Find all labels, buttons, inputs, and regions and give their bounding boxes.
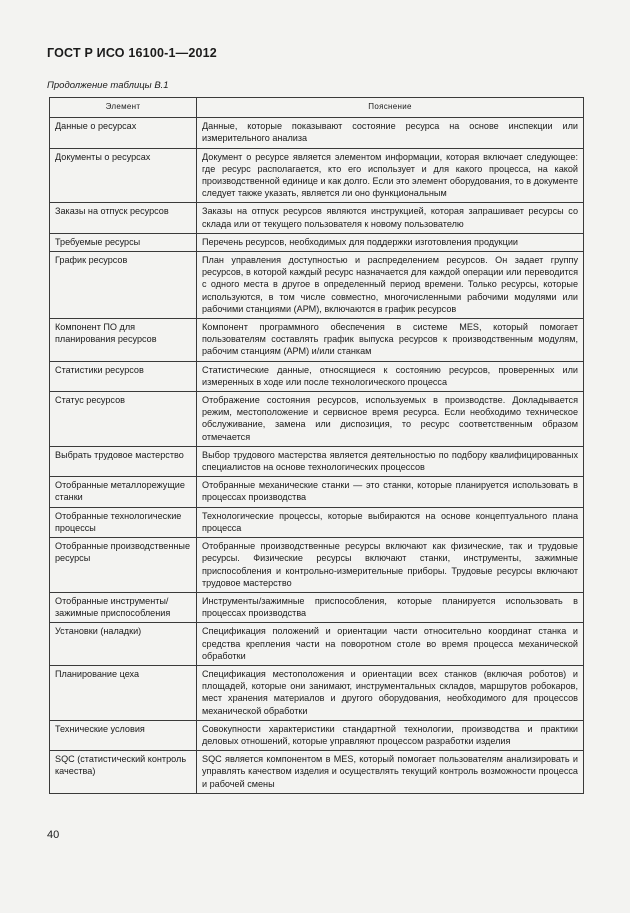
element-cell: Данные о ресурсах xyxy=(50,118,197,148)
table-row xyxy=(50,751,584,794)
element-cell: График ресурсов xyxy=(50,252,197,319)
description-cell: Документ о ресурсе является элементом информации, которая включает следующее: где ресурс располагается, кто его использует и для какого процесса, на какой производственной единице и как долго. Если это элемент оборудования, то в документе следует также указать, является ли оно функциональным xyxy=(197,148,584,203)
definitions-table xyxy=(49,97,584,794)
table-row xyxy=(50,665,584,720)
description-cell: Выбор трудового мастерства является деятельностью по подбору квалифицированных специалистов на основе технологических процессов xyxy=(197,446,584,476)
description-cell: План управления доступностью и распределением ресурсов. Он задает группу ресурсов, в которой каждый ресурс назначается для каждой операции или переводится с одного места в другое в определенный период времени. Только ресурсы, которые используются, в том числе совместно, многочисленными рабочими модулями или рабочими станциями (АРМ), включаются в график ресурсов xyxy=(197,252,584,319)
element-cell: Технические условия xyxy=(50,720,197,750)
description-cell: Перечень ресурсов, необходимых для поддержки изготовления продукции xyxy=(197,233,584,251)
element-cell: Компонент ПО для планирования ресурсов xyxy=(50,319,197,362)
description-cell: Отобранные производственные ресурсы включают как физические, так и трудовые ресурсы. Физические ресурсы включают станки, инструменты, зажимные приспособления и контрольно-измерительные приборы. Трудовые ресурсы включают трудовое мастерство xyxy=(197,538,584,593)
description-cell: Технологические процессы, которые выбираются на основе концептуального плана процесса xyxy=(197,507,584,537)
table-row xyxy=(50,252,584,319)
element-cell: Отобранные технологические процессы xyxy=(50,507,197,537)
table-row xyxy=(50,319,584,362)
element-cell: Статус ресурсов xyxy=(50,392,197,447)
description-cell: Заказы на отпуск ресурсов являются инструкцией, которая запрашивает ресурсы со склада или от текущего пользователя к новому пользователю xyxy=(197,203,584,233)
page-number: 40 xyxy=(47,829,60,841)
description-cell: Спецификация положений и ориентации части относительно координат станка и средства крепления части на поворотном столе во время процесса механической обработки xyxy=(197,623,584,666)
table-row xyxy=(50,507,584,537)
description-cell: Отобранные механические станки — это станки, которые планируется использовать в процессах производства xyxy=(197,477,584,507)
table-row xyxy=(50,623,584,666)
description-cell: Отображение состояния ресурсов, используемых в производстве. Докладывается режим, местоположение и сервисное время ресурса. Если необходимо техническое обслуживание, замена или диспозиция, то ресурс соответственным образом отмечается xyxy=(197,392,584,447)
element-cell: Требуемые ресурсы xyxy=(50,233,197,251)
table-row xyxy=(50,148,584,203)
document-header: ГОСТ Р ИСО 16100-1—2012 xyxy=(47,46,217,60)
element-cell: Установки (наладки) xyxy=(50,623,197,666)
table-row xyxy=(50,392,584,447)
table-row xyxy=(50,592,584,622)
table-row xyxy=(50,233,584,251)
description-cell: Данные, которые показывают состояние ресурса на основе инспекции или измерительного анализа xyxy=(197,118,584,148)
column-header-element: Элемент xyxy=(50,98,197,118)
table-row xyxy=(50,720,584,750)
table-row xyxy=(50,538,584,593)
table-row xyxy=(50,477,584,507)
column-header-description: Пояснение xyxy=(197,98,584,118)
description-cell: Совокупности характеристики стандартной технологии, производства и практики деловых отношений, которые управляют процессом разработки изделия xyxy=(197,720,584,750)
element-cell: Заказы на отпуск ресурсов xyxy=(50,203,197,233)
description-cell: Статистические данные, относящиеся к состоянию ресурсов, проверенных или измеренных в ходе или после технологического процесса xyxy=(197,361,584,391)
element-cell: Планирование цеха xyxy=(50,665,197,720)
table-row xyxy=(50,361,584,391)
element-cell: SQC (статистический контроль качества) xyxy=(50,751,197,794)
table-caption: Продолжение таблицы В.1 xyxy=(47,80,169,91)
element-cell: Отобранные производственные ресурсы xyxy=(50,538,197,593)
element-cell: Отобранные инструменты/ зажимные приспособления xyxy=(50,592,197,622)
description-cell: Спецификация местоположения и ориентации всех станков (включая роботов) и площадей, которые они занимают, инструментальных складов, маршрутов робокаров, мест хранения материалов и другого оборудования, необходимого для процессов механической обработки xyxy=(197,665,584,720)
element-cell: Отобранные металлорежущие станки xyxy=(50,477,197,507)
table-header-row xyxy=(50,98,584,118)
description-cell: Компонент программного обеспечения в системе MES, который помогает пользователям составлять график выпуска ресурсов к производственным модулям, рабочим станциям (АРМ) и/или станкам xyxy=(197,319,584,362)
element-cell: Выбрать трудовое мастерство xyxy=(50,446,197,476)
element-cell: Статистики ресурсов xyxy=(50,361,197,391)
element-cell: Документы о ресурсах xyxy=(50,148,197,203)
table-row xyxy=(50,203,584,233)
description-cell: SQC является компонентом в MES, который помогает пользователям анализировать и управлять качеством изделия и осуществлять текущий контроль возможности процесса и рабочей смены xyxy=(197,751,584,794)
description-cell: Инструменты/зажимные приспособления, которые планируется использовать в процессах производства xyxy=(197,592,584,622)
table-row xyxy=(50,118,584,148)
table-row xyxy=(50,446,584,476)
